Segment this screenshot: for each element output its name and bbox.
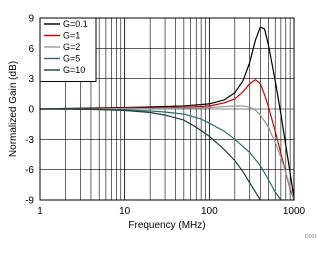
figure-id-label: D001 bbox=[305, 234, 317, 240]
y-tick-label: 9 bbox=[28, 13, 34, 25]
x-tick-label: 1 bbox=[37, 206, 43, 217]
legend-entry-label: G=10 bbox=[63, 65, 86, 75]
legend-entry-label: G=1 bbox=[63, 30, 81, 41]
y-tick-label: -9 bbox=[25, 195, 34, 207]
y-tick-label: 0 bbox=[28, 104, 34, 116]
legend-entry-label: G=2 bbox=[63, 42, 81, 52]
series-line-g-1 bbox=[40, 80, 294, 200]
legend-entry-label: G=5 bbox=[63, 53, 81, 64]
series-line-g-2 bbox=[40, 106, 294, 200]
series-line-g-5 bbox=[40, 109, 281, 200]
y-tick-label: 6 bbox=[28, 43, 34, 55]
legend bbox=[40, 18, 96, 82]
y-tick-label: -6 bbox=[25, 165, 34, 177]
x-tick-label: 100 bbox=[200, 206, 218, 217]
legend-entry-label: G=0.1 bbox=[63, 19, 88, 29]
x-tick-label: 10 bbox=[119, 206, 131, 217]
x-tick-label: 1000 bbox=[282, 206, 306, 217]
y-tick-label: 3 bbox=[28, 74, 34, 86]
y-axis-label: Normalized Gain (dB) bbox=[8, 60, 19, 158]
x-axis-label: Frequency (MHz) bbox=[128, 220, 206, 231]
y-tick-label: -3 bbox=[25, 134, 34, 146]
